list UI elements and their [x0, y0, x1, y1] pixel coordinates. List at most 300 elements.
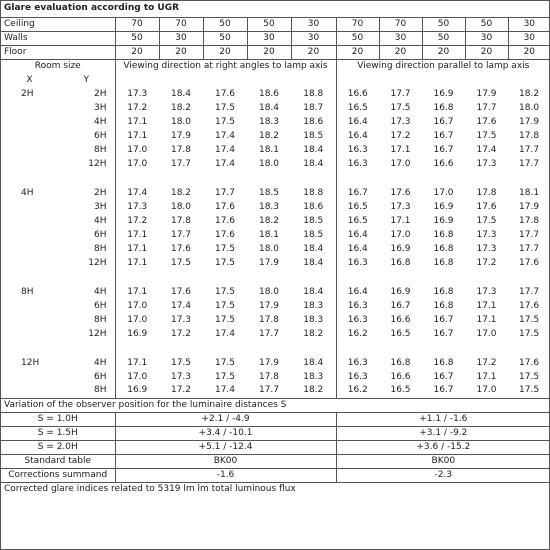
x-header: X [26, 74, 33, 85]
ugr-value-cell: 17.8 [258, 371, 280, 382]
ugr-value-cell: 18.5 [291, 228, 336, 242]
ugr-value-cell: 17.6 [519, 257, 540, 268]
variation-title-row [1, 398, 550, 412]
param-label: Ceiling [1, 17, 115, 31]
standard-table-parallel: BK00 [336, 454, 550, 468]
standard-table-row [1, 454, 550, 468]
direction-right-angles-header: Viewing direction at right angles to lamp axis [115, 59, 336, 73]
table-row [1, 356, 550, 370]
room-x-cell: 4H [21, 187, 34, 198]
room-y-cell: 12H [88, 158, 107, 169]
ugr-value-cell: 17.1 [115, 115, 159, 129]
ugr-value-cell: 16.3 [347, 158, 368, 169]
param-value: 20 [465, 45, 508, 59]
ugr-value-cell: 17.5 [170, 257, 192, 268]
ugr-value-cell: 16.6 [390, 314, 411, 325]
ugr-value-cell: 17.1 [115, 285, 159, 299]
ugr-value-cell: 16.8 [433, 102, 454, 113]
ugr-value-cell: 17.3 [115, 87, 159, 101]
param-value: 70 [159, 17, 203, 31]
variation-value-right-angles: +3.4 / -10.1 [115, 426, 336, 440]
ugr-value-cell: 17.6 [214, 88, 236, 99]
ugr-value-cell: 17.5 [214, 257, 236, 268]
ugr-value-cell: 16.6 [433, 158, 454, 169]
room-y-cell: 2H [94, 88, 107, 99]
ugr-value-cell: 17.5 [214, 102, 236, 113]
ugr-value-cell: 18.0 [258, 243, 280, 254]
param-value: 70 [115, 17, 159, 31]
ugr-value-cell: 17.8 [519, 215, 540, 226]
ugr-value-cell: 18.4 [291, 256, 336, 270]
ugr-value-cell: 18.4 [170, 88, 192, 99]
ugr-value-cell: 16.7 [433, 371, 454, 382]
ugr-value-cell: 17.1 [476, 314, 497, 325]
ugr-value-cell: 17.5 [214, 371, 236, 382]
ugr-value-cell: 16.5 [347, 215, 368, 226]
ugr-value-cell: 17.0 [115, 299, 159, 313]
ugr-value-cell: 18.2 [170, 102, 192, 113]
table-row [1, 370, 550, 384]
ugr-value-cell: 16.5 [390, 328, 411, 339]
ugr-value-cell: 16.9 [433, 201, 454, 212]
ugr-value-cell: 17.4 [214, 385, 236, 396]
room-y-cell: 12H [88, 257, 107, 268]
param-value: 50 [247, 17, 291, 31]
room-x-cell: 8H [21, 286, 34, 297]
ugr-value-cell: 17.9 [519, 201, 540, 212]
ugr-value-cell: 16.9 [390, 243, 411, 254]
variation-row [1, 412, 550, 426]
ugr-value-cell: 17.3 [476, 158, 497, 169]
ugr-value-cell: 16.3 [347, 314, 368, 325]
table-row [1, 228, 550, 242]
ugr-value-cell: 17.4 [214, 158, 236, 169]
room-y-cell: 4H [94, 116, 107, 127]
y-header: Y [83, 74, 89, 85]
ugr-value-cell: 17.8 [170, 144, 192, 155]
ugr-value-cell: 17.1 [476, 300, 497, 311]
ugr-value-cell: 17.9 [519, 116, 540, 127]
ugr-value-cell: 16.7 [390, 300, 411, 311]
param-value: 30 [247, 31, 291, 45]
ugr-value-cell: 17.3 [170, 314, 192, 325]
ugr-value-cell: 16.8 [433, 257, 454, 268]
ugr-value-cell: 18.3 [258, 201, 280, 212]
room-y-cell: 4H [94, 286, 107, 297]
variation-label: S = 1.5H [1, 426, 115, 440]
ugr-value-cell: 17.6 [519, 300, 540, 311]
table-row [1, 115, 550, 129]
param-value: 50 [465, 17, 508, 31]
ugr-value-cell: 17.4 [214, 144, 236, 155]
ugr-value-cell: 17.7 [390, 88, 411, 99]
ugr-value-cell: 18.7 [291, 101, 336, 115]
ugr-value-cell: 17.5 [476, 215, 497, 226]
room-y-cell: 8H [94, 385, 107, 396]
ugr-value-cell: 16.3 [347, 357, 368, 368]
ugr-value-cell: 16.6 [347, 88, 368, 99]
ugr-value-cell: 17.0 [115, 157, 159, 171]
ugr-value-cell: 17.7 [170, 158, 192, 169]
ugr-value-cell: 18.0 [170, 201, 192, 212]
corrections-right-angles: -1.6 [115, 468, 336, 482]
ugr-value-cell: 16.8 [433, 300, 454, 311]
param-value: 30 [159, 31, 203, 45]
ugr-value-cell: 18.4 [291, 285, 336, 299]
variation-row [1, 426, 550, 440]
ugr-value-cell: 17.6 [476, 201, 497, 212]
ugr-value-cell: 18.4 [291, 242, 336, 256]
ugr-value-cell: 17.7 [519, 229, 540, 240]
table-row [1, 384, 550, 398]
ugr-value-cell: 17.0 [115, 313, 159, 327]
ugr-value-cell: 17.4 [476, 144, 497, 155]
table-row [1, 313, 550, 327]
ugr-value-cell: 18.4 [258, 102, 280, 113]
ugr-value-cell: 17.4 [115, 186, 159, 200]
room-y-cell: 6H [94, 300, 107, 311]
ugr-value-cell: 17.9 [476, 88, 497, 99]
ugr-value-cell: 17.0 [390, 229, 411, 240]
ugr-value-cell: 17.5 [519, 328, 540, 339]
ugr-value-cell: 16.8 [433, 243, 454, 254]
ugr-value-cell: 17.5 [476, 130, 497, 141]
ugr-value-cell: 16.8 [390, 357, 411, 368]
variation-value-parallel: +1.1 / -1.6 [336, 412, 550, 426]
ugr-value-cell: 17.7 [170, 229, 192, 240]
table-row [1, 186, 550, 200]
ugr-value-cell: 18.5 [258, 187, 280, 198]
ugr-value-cell: 17.0 [115, 143, 159, 157]
ugr-value-cell: 18.0 [519, 102, 540, 113]
param-value: 50 [203, 17, 247, 31]
ugr-value-cell: 17.3 [476, 243, 497, 254]
variation-label: S = 1.0H [1, 412, 115, 426]
ugr-value-cell: 16.9 [115, 327, 159, 341]
ugr-value-cell: 18.8 [291, 87, 336, 101]
table-row [1, 87, 550, 101]
ugr-value-cell: 17.4 [214, 130, 236, 141]
ugr-value-cell: 17.8 [519, 130, 540, 141]
param-value: 20 [247, 45, 291, 59]
ugr-value-cell: 17.1 [390, 215, 411, 226]
param-value: 30 [508, 17, 550, 31]
param-value: 30 [508, 31, 550, 45]
ugr-value-cell: 17.0 [115, 370, 159, 384]
ugr-value-cell: 18.6 [258, 88, 280, 99]
room-y-cell: 6H [94, 229, 107, 240]
ugr-value-cell: 17.5 [214, 116, 236, 127]
room-y-cell: 6H [94, 371, 107, 382]
ugr-value-cell: 17.6 [170, 286, 192, 297]
table-row [1, 256, 550, 270]
param-value: 50 [422, 31, 465, 45]
ugr-value-cell: 17.2 [476, 357, 497, 368]
ugr-value-cell: 17.3 [476, 286, 497, 297]
ugr-value-cell: 17.7 [258, 328, 280, 339]
table-row [1, 143, 550, 157]
ugr-value-cell: 17.0 [433, 187, 454, 198]
param-value: 70 [379, 17, 422, 31]
ugr-value-cell: 17.7 [476, 102, 497, 113]
table-row [1, 157, 550, 171]
room-y-cell: 4H [94, 215, 107, 226]
param-value: 50 [422, 17, 465, 31]
room-x-cell: 2H [21, 88, 34, 99]
corrections-parallel: -2.3 [336, 468, 550, 482]
room-x-cell: 12H [21, 357, 40, 368]
ugr-value-cell: 18.0 [170, 116, 192, 127]
ugr-value-cell: 16.8 [433, 357, 454, 368]
room-y-cell: 2H [94, 187, 107, 198]
footer-note: Corrected glare indices related to 5319 lm lm total luminous flux [1, 482, 550, 496]
ugr-value-cell: 18.2 [258, 215, 280, 226]
ugr-value-cell: 18.3 [291, 299, 336, 313]
ugr-value-cell: 16.2 [347, 328, 368, 339]
table-row [1, 200, 550, 214]
ugr-value-cell: 17.3 [390, 201, 411, 212]
ugr-value-cell: 16.3 [347, 144, 368, 155]
ugr-value-cell: 17.0 [476, 328, 497, 339]
ugr-value-cell: 16.3 [347, 371, 368, 382]
ugr-value-cell: 17.5 [170, 357, 192, 368]
ugr-value-cell: 17.2 [170, 328, 192, 339]
param-row [1, 17, 550, 31]
header-row [1, 59, 550, 73]
param-value: 30 [379, 31, 422, 45]
variation-value-right-angles: +2.1 / -4.9 [115, 412, 336, 426]
ugr-value-cell: 17.5 [519, 385, 540, 396]
ugr-value-cell: 17.1 [115, 242, 159, 256]
param-value: 50 [203, 31, 247, 45]
sheet-title: Glare evaluation according to UGR [1, 1, 550, 17]
ugr-value-cell: 16.4 [347, 229, 368, 240]
ugr-value-cell: 17.2 [170, 385, 192, 396]
ugr-value-cell: 17.8 [170, 215, 192, 226]
param-value: 20 [379, 45, 422, 59]
variation-value-parallel: +3.1 / -9.2 [336, 426, 550, 440]
ugr-value-cell: 17.1 [115, 356, 159, 370]
param-value: 20 [203, 45, 247, 59]
ugr-value-cell: 17.5 [214, 300, 236, 311]
ugr-value-cell: 16.7 [433, 130, 454, 141]
room-size-header: Room size [34, 60, 81, 71]
ugr-value-cell: 17.8 [476, 187, 497, 198]
ugr-value-cell: 16.2 [347, 385, 368, 396]
ugr-value-cell: 18.2 [258, 130, 280, 141]
ugr-value-cell: 18.3 [291, 313, 336, 327]
ugr-value-cell: 17.9 [258, 257, 280, 268]
ugr-value-cell: 17.5 [214, 286, 236, 297]
ugr-value-cell: 17.6 [519, 357, 540, 368]
corrections-row [1, 468, 550, 482]
ugr-value-cell: 17.3 [170, 371, 192, 382]
ugr-value-cell: 16.6 [390, 371, 411, 382]
ugr-value-cell: 17.2 [476, 257, 497, 268]
ugr-value-cell: 17.7 [214, 187, 236, 198]
table-row [1, 242, 550, 256]
room-y-cell: 8H [94, 144, 107, 155]
ugr-value-cell: 16.9 [115, 384, 159, 398]
table-row [1, 129, 550, 143]
footer-row [1, 482, 550, 496]
room-y-cell: 4H [94, 357, 107, 368]
ugr-value-cell: 17.4 [170, 300, 192, 311]
ugr-value-cell: 16.7 [347, 187, 368, 198]
ugr-value-cell: 18.1 [258, 144, 280, 155]
ugr-value-cell: 18.1 [519, 187, 540, 198]
ugr-value-cell: 17.1 [476, 371, 497, 382]
ugr-value-cell: 17.1 [390, 144, 411, 155]
corrections-label: Corrections summand [1, 468, 115, 482]
table-row [1, 299, 550, 313]
ugr-value-cell: 17.1 [115, 129, 159, 143]
direction-parallel-header: Viewing direction parallel to lamp axis [357, 60, 530, 71]
param-row [1, 31, 550, 45]
param-value: 50 [115, 31, 159, 45]
ugr-value-cell: 17.6 [390, 187, 411, 198]
ugr-value-cell: 18.5 [291, 214, 336, 228]
variation-row [1, 440, 550, 454]
ugr-value-cell: 17.6 [214, 229, 236, 240]
ugr-value-cell: 17.0 [390, 158, 411, 169]
param-value: 50 [336, 31, 379, 45]
room-y-cell: 12H [88, 328, 107, 339]
ugr-value-cell: 16.8 [433, 229, 454, 240]
ugr-value-cell: 17.9 [170, 130, 192, 141]
ugr-value-cell: 17.5 [519, 371, 540, 382]
ugr-value-cell: 16.5 [347, 201, 368, 212]
ugr-value-cell: 17.3 [390, 116, 411, 127]
ugr-value-cell: 17.2 [390, 130, 411, 141]
ugr-value-cell: 18.2 [291, 384, 336, 398]
ugr-value-cell: 17.5 [214, 314, 236, 325]
ugr-value-cell: 17.8 [258, 314, 280, 325]
param-value: 20 [159, 45, 203, 59]
ugr-value-cell: 18.0 [258, 286, 280, 297]
ugr-value-cell: 18.2 [519, 88, 540, 99]
variation-value-parallel: +3.6 / -15.2 [336, 440, 550, 454]
ugr-value-cell: 17.2 [115, 101, 159, 115]
ugr-value-cell: 18.5 [291, 129, 336, 143]
ugr-value-cell: 17.1 [115, 256, 159, 270]
ugr-value-cell: 18.0 [258, 158, 280, 169]
table-row [1, 214, 550, 228]
param-value: 20 [508, 45, 550, 59]
ugr-value-cell: 17.6 [214, 215, 236, 226]
param-value: 30 [291, 31, 336, 45]
ugr-value-cell: 16.4 [347, 116, 368, 127]
ugr-value-cell: 17.4 [214, 328, 236, 339]
room-y-cell: 3H [94, 102, 107, 113]
param-value: 20 [291, 45, 336, 59]
ugr-value-cell: 18.6 [291, 200, 336, 214]
ugr-value-cell: 16.3 [347, 257, 368, 268]
ugr-value-cell: 17.1 [115, 228, 159, 242]
room-y-cell: 6H [94, 130, 107, 141]
ugr-value-cell: 17.2 [115, 214, 159, 228]
ugr-value-cell: 16.7 [433, 314, 454, 325]
ugr-value-cell: 16.9 [390, 286, 411, 297]
room-y-cell: 8H [94, 243, 107, 254]
ugr-value-cell: 18.8 [291, 186, 336, 200]
ugr-value-cell: 18.2 [170, 187, 192, 198]
ugr-value-cell: 18.3 [258, 116, 280, 127]
ugr-value-cell: 18.6 [291, 115, 336, 129]
ugr-value-cell: 17.6 [170, 243, 192, 254]
room-y-cell: 8H [94, 314, 107, 325]
ugr-value-cell: 16.8 [433, 286, 454, 297]
room-y-cell: 3H [94, 201, 107, 212]
param-value: 30 [465, 31, 508, 45]
ugr-value-cell: 18.3 [291, 370, 336, 384]
ugr-value-cell: 16.7 [433, 328, 454, 339]
ugr-value-cell: 17.6 [214, 201, 236, 212]
param-row [1, 45, 550, 59]
ugr-value-cell: 17.3 [115, 200, 159, 214]
standard-table-right-angles: BK00 [115, 454, 336, 468]
param-value: 70 [336, 17, 379, 31]
ugr-value-cell: 17.5 [214, 243, 236, 254]
ugr-value-cell: 17.7 [519, 158, 540, 169]
standard-table-label: Standard table [1, 454, 115, 468]
ugr-value-cell: 16.4 [347, 286, 368, 297]
ugr-value-cell: 16.8 [390, 257, 411, 268]
ugr-table [1, 1, 550, 496]
ugr-value-cell: 16.9 [433, 88, 454, 99]
ugr-value-cell: 17.5 [214, 357, 236, 368]
table-row [1, 327, 550, 341]
param-value: 20 [336, 45, 379, 59]
ugr-value-cell: 16.7 [433, 116, 454, 127]
ugr-value-cell: 18.4 [291, 143, 336, 157]
ugr-value-cell: 17.3 [476, 229, 497, 240]
ugr-value-cell: 18.1 [258, 229, 280, 240]
ugr-value-cell: 17.7 [258, 385, 280, 396]
variation-label: S = 2.0H [1, 440, 115, 454]
ugr-value-cell: 16.4 [347, 243, 368, 254]
ugr-value-cell: 17.9 [258, 357, 280, 368]
param-value: 30 [291, 17, 336, 31]
ugr-value-cell: 16.4 [347, 130, 368, 141]
ugr-value-cell: 16.9 [433, 215, 454, 226]
param-label: Walls [1, 31, 115, 45]
ugr-value-cell: 17.5 [519, 314, 540, 325]
ugr-value-cell: 18.4 [291, 356, 336, 370]
ugr-value-cell: 16.3 [347, 300, 368, 311]
variation-title: Variation of the observer position for the luminaire distances S [1, 398, 550, 412]
ugr-value-cell: 17.7 [519, 144, 540, 155]
ugr-value-cell: 16.7 [433, 144, 454, 155]
ugr-value-cell: 18.2 [291, 327, 336, 341]
ugr-value-cell: 17.7 [519, 243, 540, 254]
param-value: 20 [422, 45, 465, 59]
param-label: Floor [1, 45, 115, 59]
variation-value-right-angles: +5.1 / -12.4 [115, 440, 336, 454]
ugr-value-cell: 17.6 [476, 116, 497, 127]
header-xy-row [1, 73, 550, 87]
table-row [1, 101, 550, 115]
ugr-value-cell: 17.5 [390, 102, 411, 113]
ugr-value-cell: 17.0 [476, 385, 497, 396]
ugr-value-cell: 16.5 [347, 102, 368, 113]
ugr-value-cell: 18.4 [291, 157, 336, 171]
ugr-value-cell: 16.5 [390, 385, 411, 396]
table-row [1, 285, 550, 299]
param-value: 20 [115, 45, 159, 59]
ugr-value-cell: 16.7 [433, 385, 454, 396]
ugr-value-cell: 17.9 [258, 300, 280, 311]
